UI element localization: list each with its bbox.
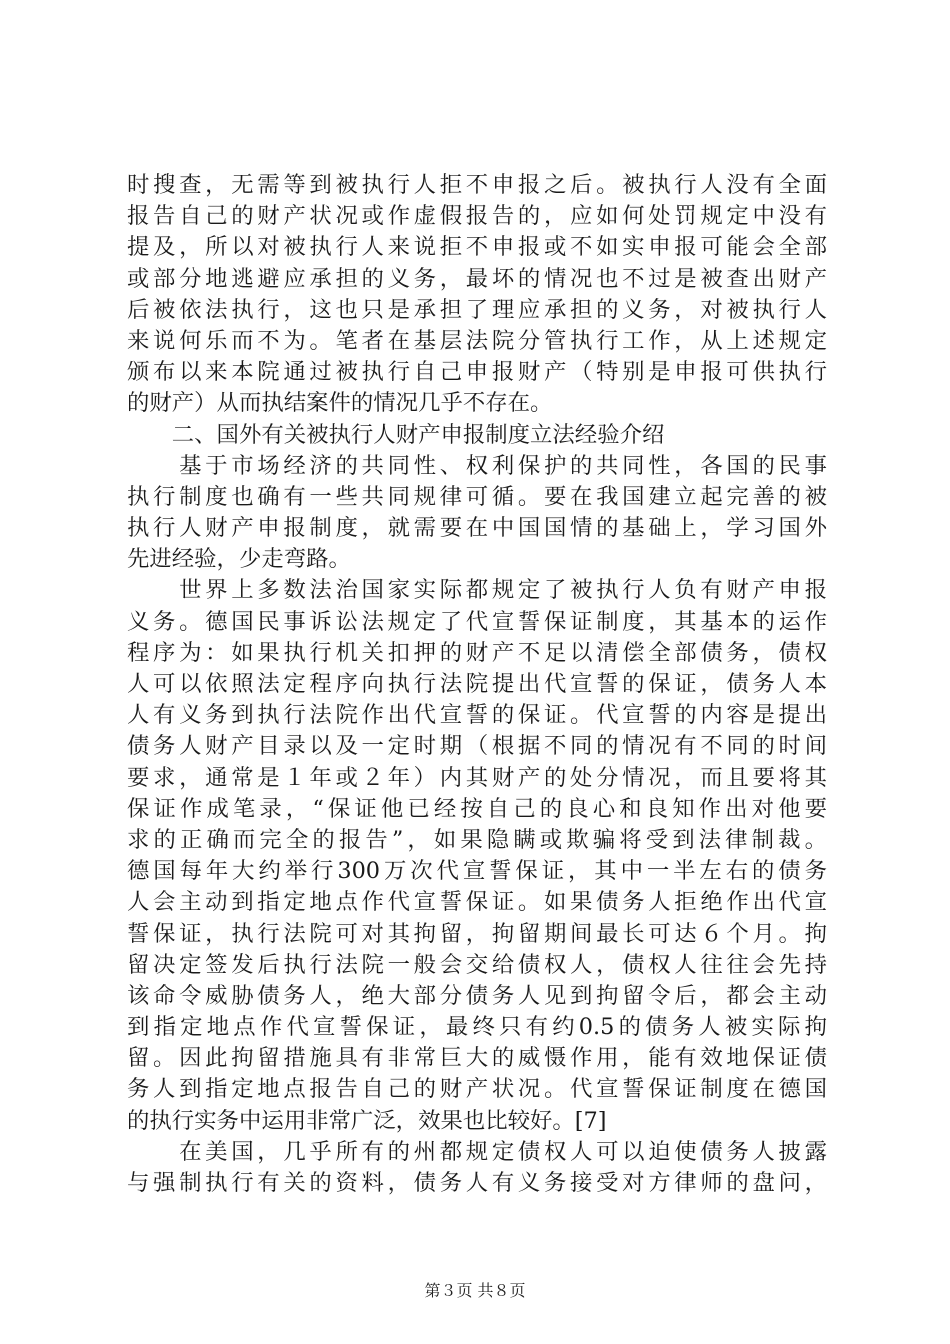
- text-line: 来说何乐而不为。笔者在基层法院分管执行工作，从上述规定: [127, 327, 827, 354]
- text-line: 保证作成笔录，“保证他已经按自己的良心和良知作出对他要: [127, 795, 827, 822]
- text-line: 债务人财产目录以及一定时期（根据不同的情况有不同的时间: [127, 733, 827, 760]
- text-line: 要求，通常是１年或２年）内其财产的处分情况，而且要将其: [127, 764, 827, 791]
- text-line: 的执行实务中运用非常广泛，效果也比较好。[7]: [127, 1107, 607, 1134]
- text-line: 提及，所以对被执行人来说拒不申报或不如实申报可能会全部: [127, 234, 827, 261]
- text-line: 留。因此拘留措施具有非常巨大的威慑作用，能有效地保证债: [127, 1045, 827, 1072]
- text-line: 人可以依照法定程序向执行法院提出代宣誓的保证，债务人本: [127, 671, 827, 697]
- text-line: 与强制执行有关的资料，债务人有义务接受对方律师的盘问，: [127, 1170, 827, 1196]
- text-line: 二、国外有关被执行人财产申报制度立法经验介绍: [127, 421, 665, 448]
- text-line: 时搜查，无需等到被执行人拒不申报之后。被执行人没有全面: [127, 172, 827, 198]
- text-line: 颁布以来本院通过被执行自己申报财产（特别是申报可供执行: [127, 359, 827, 386]
- text-line: 德国每年大约举行300万次代宣誓保证，其中一半左右的债务: [127, 858, 827, 885]
- text-line: 务人到指定地点报告自己的财产状况。代宣誓保证制度在德国: [127, 1076, 827, 1103]
- text-line: 誓保证，执行法院可对其拘留，拘留期间最长可达６个月。拘: [127, 920, 827, 947]
- text-line: 程序为：如果执行机关扣押的财产不足以清偿全部债务，债权: [127, 639, 827, 666]
- text-line: 留决定签发后执行法院一般会交给债权人，债权人往往会先持: [127, 951, 827, 978]
- text-line: 人有义务到执行法院作出代宣誓的保证。代宣誓的内容是提出: [127, 702, 827, 729]
- text-line: 执行人财产申报制度，就需要在中国国情的基础上，学习国外: [127, 515, 827, 542]
- page-footer: 第３页 共８页: [424, 1281, 526, 1300]
- text-line: 报告自己的财产状况或作虚假报告的，应如何处罚规定中没有: [127, 203, 827, 230]
- body-text: [127, 170, 827, 1199]
- text-line: 人会主动到指定地点作代宣誓保证。如果债务人拒绝作出代宣: [127, 889, 827, 916]
- text-line: 后被依法执行，这也只是承担了理应承担的义务，对被执行人: [127, 296, 827, 323]
- text-line: 该命令威胁债务人，绝大部分债务人见到拘留令后，都会主动: [127, 982, 827, 1009]
- text-line: 执行制度也确有一些共同规律可循。要在我国建立起完善的被: [127, 483, 827, 510]
- text-line: 基于市场经济的共同性、权利保护的共同性，各国的民事: [127, 452, 827, 479]
- text-line: 求的正确而完全的报告”，如果隐瞒或欺骗将受到法律制裁。: [127, 826, 827, 853]
- text-line: 在美国，几乎所有的州都规定债权人可以迫使债务人披露: [127, 1138, 827, 1165]
- text-line: 或部分地逃避应承担的义务，最坏的情况也不过是被查出财产: [127, 265, 827, 292]
- text-line: 的财产）从而执结案件的情况几乎不存在。: [127, 390, 553, 417]
- text-line: 义务。德国民事诉讼法规定了代宣誓保证制度，其基本的运作: [127, 608, 827, 635]
- text-line: 先进经验，少走弯路。: [127, 546, 351, 573]
- text-line: 世界上多数法治国家实际都规定了被执行人负有财产申报: [127, 577, 827, 604]
- text-line: 到指定地点作代宣誓保证，最终只有约0.5的债务人被实际拘: [127, 1014, 827, 1041]
